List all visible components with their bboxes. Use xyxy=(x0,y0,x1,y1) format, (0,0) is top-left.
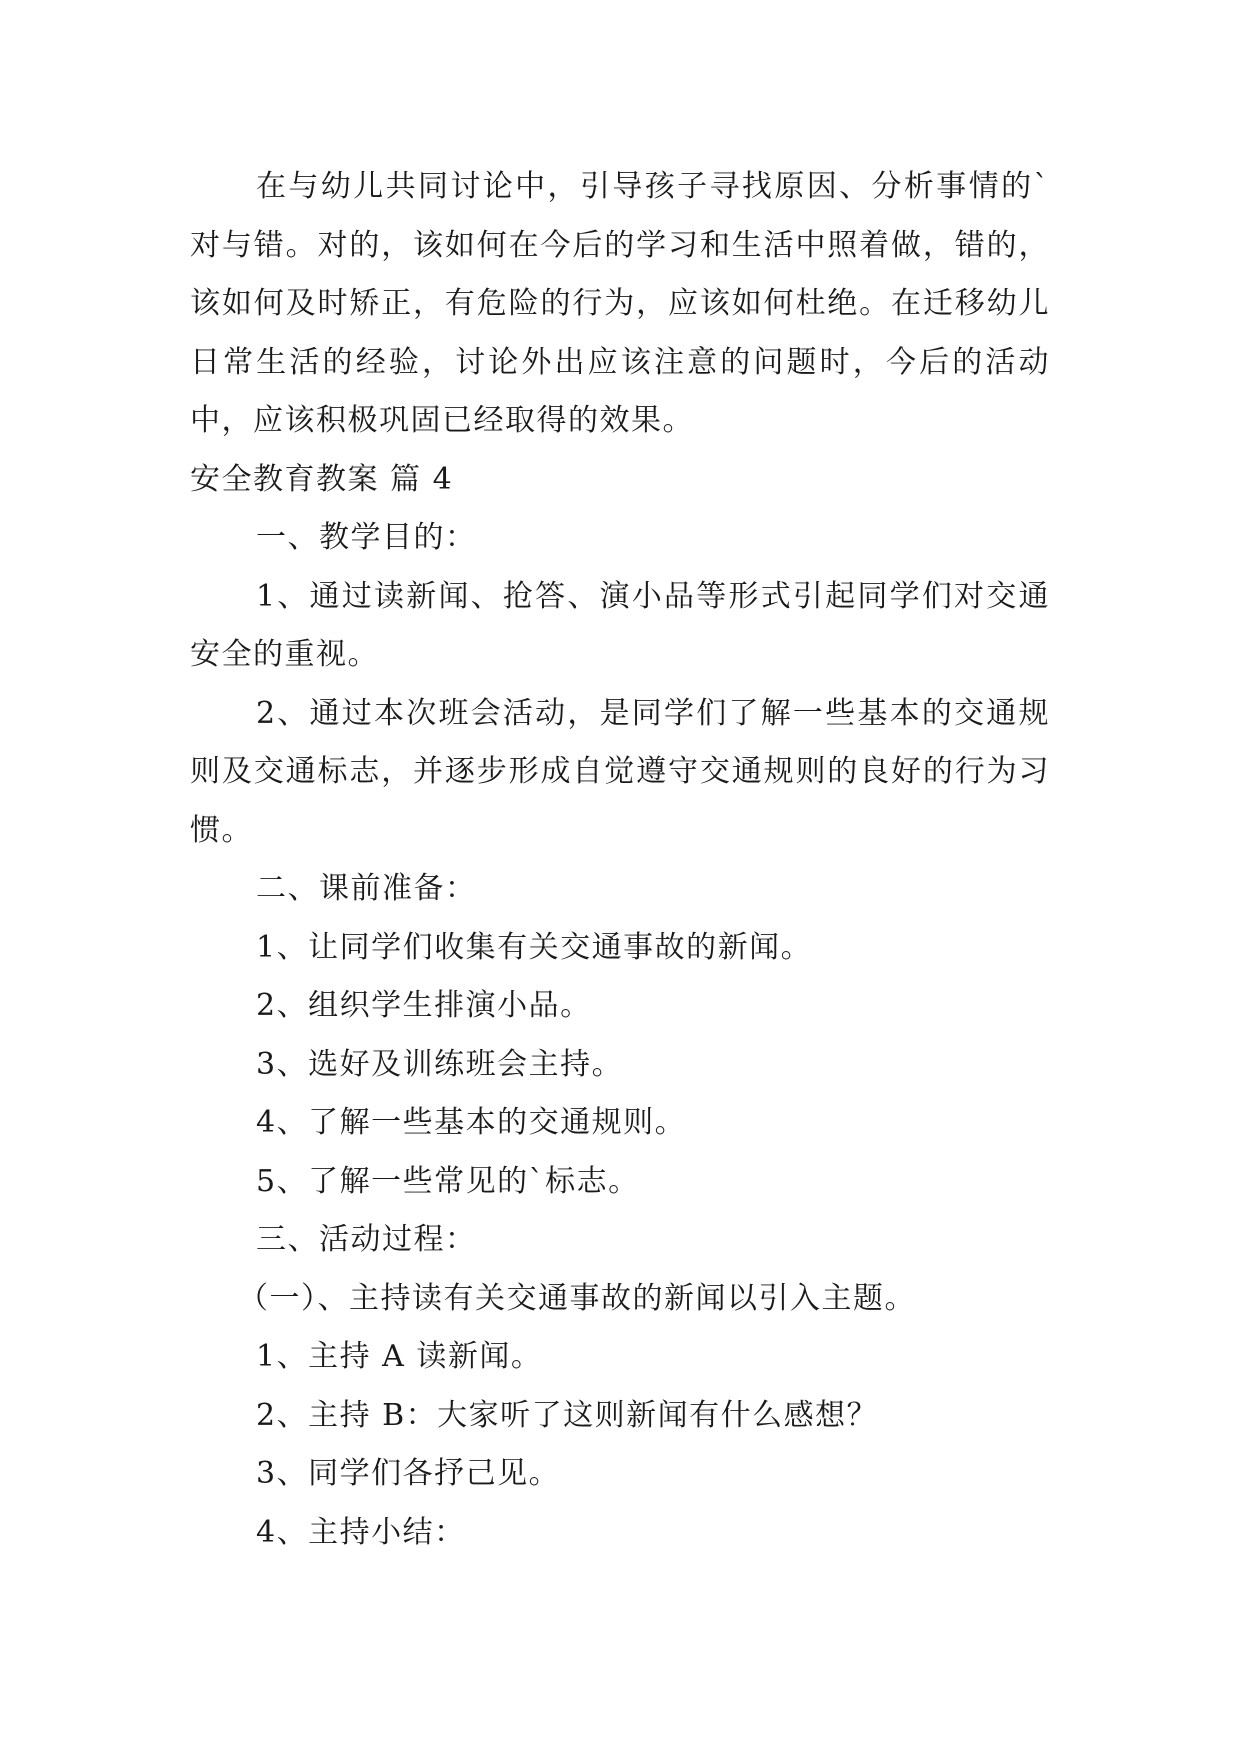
activity-item-4: 4、主持小结： xyxy=(256,1514,466,1550)
activity-item-1: 1、主持 A 读新闻。 xyxy=(256,1339,543,1374)
paragraph-discussion-summary: 在与幼儿共同讨论中，引导孩子寻找原因、分析事情的`对与错。对的，该如何在今后的学习和生活中照着做，错的，该如何及时矫正，有危险的行为，应该如何杜绝。在迁移幼儿日常生活的经验，讨论外出应该注意的问题时，今后的活动中，应该积极巩固已经取得的效果。 xyxy=(190,169,1050,438)
heading-teaching-goals: 一、教学目的： xyxy=(256,520,477,555)
activity-item-3: 3、同学们各抒己见。 xyxy=(256,1456,561,1491)
preparation-item-4: 4、了解一些基本的交通规则。 xyxy=(256,1105,687,1140)
section-heading-plan-4: 安全教育教案 篇 4 xyxy=(190,461,454,497)
activity-item-2: 2、主持 B：大家听了这则新闻有什么感想？ xyxy=(256,1397,879,1433)
preparation-item-1: 1、让同学们收集有关交通事故的新闻。 xyxy=(256,929,813,965)
preparation-item-3: 3、选好及训练班会主持。 xyxy=(256,1046,624,1082)
goal-item-1: 1、通过读新闻、抢答、演小品等形式引起同学们对交通安全的重视。 xyxy=(190,578,1050,672)
preparation-item-2: 2、组织学生排演小品。 xyxy=(256,988,592,1023)
document-body xyxy=(190,158,1050,1562)
heading-preparation: 二、课前准备： xyxy=(256,871,477,906)
activity-subheading-1: （一）、主持读有关交通事故的新闻以引入主题。 xyxy=(238,1280,916,1316)
goal-item-2: 2、通过本次班会活动，是同学们了解一些基本的交通规则及交通标志，并逐步形成自觉遵守交通规则的良好的行为习惯。 xyxy=(190,695,1050,848)
heading-activity-process: 三、活动过程： xyxy=(256,1222,477,1257)
preparation-item-5: 5、了解一些常见的`标志。 xyxy=(256,1163,640,1199)
